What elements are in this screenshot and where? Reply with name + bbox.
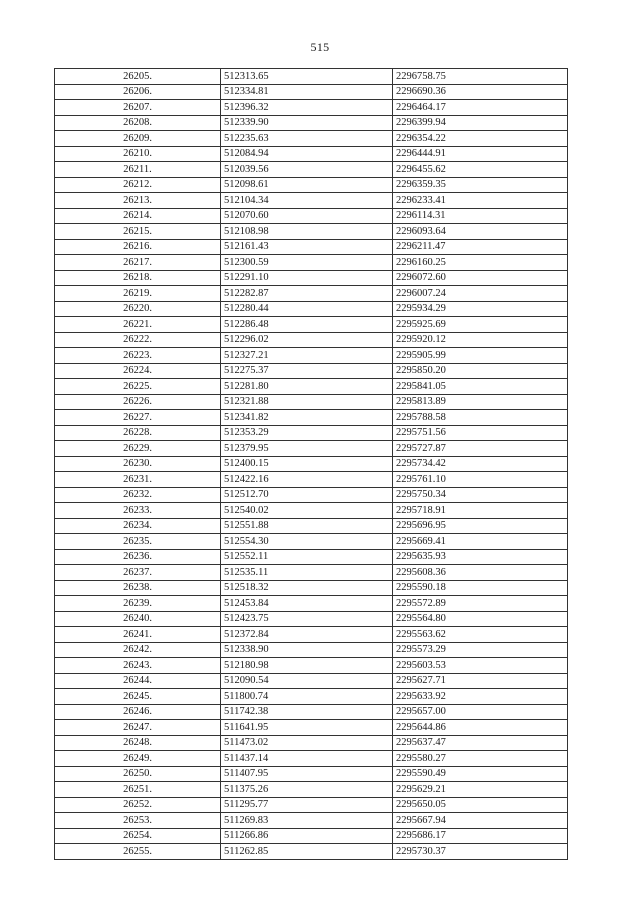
table-row — [55, 146, 568, 162]
coordinate-table — [54, 68, 568, 860]
easting-cell: 512353.29 — [221, 425, 393, 441]
table-row — [55, 534, 568, 550]
table-row — [55, 766, 568, 782]
table-row — [55, 518, 568, 534]
table-row — [55, 720, 568, 736]
point-id-cell: 26218. — [55, 270, 221, 286]
easting-cell: 512291.10 — [221, 270, 393, 286]
northing-cell: 2296354.22 — [393, 131, 568, 147]
point-id-cell: 26234. — [55, 518, 221, 534]
easting-cell: 511375.26 — [221, 782, 393, 798]
point-id-cell: 26240. — [55, 611, 221, 627]
easting-cell: 511295.77 — [221, 797, 393, 813]
easting-cell: 512551.88 — [221, 518, 393, 534]
point-id-cell: 26237. — [55, 565, 221, 581]
northing-cell: 2295934.29 — [393, 301, 568, 317]
table-row — [55, 565, 568, 581]
table-row — [55, 782, 568, 798]
table-row — [55, 100, 568, 116]
table-row — [55, 208, 568, 224]
easting-cell: 512070.60 — [221, 208, 393, 224]
point-id-cell: 26252. — [55, 797, 221, 813]
easting-cell: 512180.98 — [221, 658, 393, 674]
point-id-cell: 26220. — [55, 301, 221, 317]
northing-cell: 2295573.29 — [393, 642, 568, 658]
easting-cell: 512334.81 — [221, 84, 393, 100]
northing-cell: 2295686.17 — [393, 828, 568, 844]
easting-cell: 512275.37 — [221, 363, 393, 379]
table-row — [55, 658, 568, 674]
point-id-cell: 26216. — [55, 239, 221, 255]
easting-cell: 511473.02 — [221, 735, 393, 751]
northing-cell: 2295637.47 — [393, 735, 568, 751]
easting-cell: 512512.70 — [221, 487, 393, 503]
easting-cell: 512535.11 — [221, 565, 393, 581]
northing-cell: 2295590.18 — [393, 580, 568, 596]
table-row — [55, 596, 568, 612]
easting-cell: 511641.95 — [221, 720, 393, 736]
table-row — [55, 239, 568, 255]
table-row — [55, 844, 568, 860]
table-body — [55, 69, 568, 860]
point-id-cell: 26229. — [55, 441, 221, 457]
point-id-cell: 26248. — [55, 735, 221, 751]
easting-cell: 512161.43 — [221, 239, 393, 255]
point-id-cell: 26243. — [55, 658, 221, 674]
northing-cell: 2295920.12 — [393, 332, 568, 348]
table-row — [55, 348, 568, 364]
table-row — [55, 642, 568, 658]
point-id-cell: 26254. — [55, 828, 221, 844]
table-row — [55, 317, 568, 333]
easting-cell: 512400.15 — [221, 456, 393, 472]
northing-cell: 2296007.24 — [393, 286, 568, 302]
table-row — [55, 131, 568, 147]
easting-cell: 512282.87 — [221, 286, 393, 302]
northing-cell: 2295650.05 — [393, 797, 568, 813]
northing-cell: 2295734.42 — [393, 456, 568, 472]
table-row — [55, 425, 568, 441]
point-id-cell: 26251. — [55, 782, 221, 798]
northing-cell: 2295635.93 — [393, 549, 568, 565]
point-id-cell: 26214. — [55, 208, 221, 224]
easting-cell: 512280.44 — [221, 301, 393, 317]
easting-cell: 511742.38 — [221, 704, 393, 720]
point-id-cell: 26206. — [55, 84, 221, 100]
easting-cell: 512108.98 — [221, 224, 393, 240]
easting-cell: 512321.88 — [221, 394, 393, 410]
easting-cell: 512327.21 — [221, 348, 393, 364]
northing-cell: 2295608.36 — [393, 565, 568, 581]
northing-cell: 2295603.53 — [393, 658, 568, 674]
northing-cell: 2295750.34 — [393, 487, 568, 503]
northing-cell: 2296211.47 — [393, 239, 568, 255]
table-row — [55, 828, 568, 844]
easting-cell: 512039.56 — [221, 162, 393, 178]
northing-cell: 2295590.49 — [393, 766, 568, 782]
northing-cell: 2296464.17 — [393, 100, 568, 116]
easting-cell: 512235.63 — [221, 131, 393, 147]
easting-cell: 512372.84 — [221, 627, 393, 643]
northing-cell: 2296093.64 — [393, 224, 568, 240]
northing-cell: 2295657.00 — [393, 704, 568, 720]
easting-cell: 512286.48 — [221, 317, 393, 333]
point-id-cell: 26222. — [55, 332, 221, 348]
easting-cell: 512341.82 — [221, 410, 393, 426]
table-row — [55, 162, 568, 178]
point-id-cell: 26255. — [55, 844, 221, 860]
easting-cell: 512540.02 — [221, 503, 393, 519]
easting-cell: 511262.85 — [221, 844, 393, 860]
table-row — [55, 363, 568, 379]
table-row — [55, 332, 568, 348]
table-row — [55, 797, 568, 813]
table-row — [55, 441, 568, 457]
point-id-cell: 26209. — [55, 131, 221, 147]
point-id-cell: 26228. — [55, 425, 221, 441]
northing-cell: 2296114.31 — [393, 208, 568, 224]
northing-cell: 2295627.71 — [393, 673, 568, 689]
table-row — [55, 115, 568, 131]
table-row — [55, 472, 568, 488]
easting-cell: 512379.95 — [221, 441, 393, 457]
easting-cell: 512296.02 — [221, 332, 393, 348]
northing-cell: 2296233.41 — [393, 193, 568, 209]
northing-cell: 2296072.60 — [393, 270, 568, 286]
point-id-cell: 26235. — [55, 534, 221, 550]
table-row — [55, 394, 568, 410]
table-row — [55, 704, 568, 720]
northing-cell: 2295730.37 — [393, 844, 568, 860]
table-row — [55, 487, 568, 503]
northing-cell: 2295925.69 — [393, 317, 568, 333]
point-id-cell: 26244. — [55, 673, 221, 689]
point-id-cell: 26241. — [55, 627, 221, 643]
point-id-cell: 26227. — [55, 410, 221, 426]
point-id-cell: 26236. — [55, 549, 221, 565]
point-id-cell: 26226. — [55, 394, 221, 410]
easting-cell: 512554.30 — [221, 534, 393, 550]
table-row — [55, 270, 568, 286]
table-row — [55, 549, 568, 565]
page-number: 515 — [310, 40, 330, 54]
easting-cell: 512300.59 — [221, 255, 393, 271]
point-id-cell: 26233. — [55, 503, 221, 519]
northing-cell: 2295850.20 — [393, 363, 568, 379]
point-id-cell: 26211. — [55, 162, 221, 178]
point-id-cell: 26224. — [55, 363, 221, 379]
point-id-cell: 26208. — [55, 115, 221, 131]
northing-cell: 2295696.95 — [393, 518, 568, 534]
northing-cell: 2296758.75 — [393, 69, 568, 85]
point-id-cell: 26215. — [55, 224, 221, 240]
northing-cell: 2295669.41 — [393, 534, 568, 550]
northing-cell: 2295751.56 — [393, 425, 568, 441]
easting-cell: 512453.84 — [221, 596, 393, 612]
point-id-cell: 26205. — [55, 69, 221, 85]
table-row — [55, 224, 568, 240]
point-id-cell: 26217. — [55, 255, 221, 271]
easting-cell: 511269.83 — [221, 813, 393, 829]
table-row — [55, 813, 568, 829]
table-row — [55, 286, 568, 302]
northing-cell: 2295667.94 — [393, 813, 568, 829]
point-id-cell: 26239. — [55, 596, 221, 612]
northing-cell: 2295564.80 — [393, 611, 568, 627]
easting-cell: 511407.95 — [221, 766, 393, 782]
table-row — [55, 503, 568, 519]
point-id-cell: 26238. — [55, 580, 221, 596]
point-id-cell: 26249. — [55, 751, 221, 767]
table-row — [55, 580, 568, 596]
northing-cell: 2295563.62 — [393, 627, 568, 643]
table-row — [55, 627, 568, 643]
table-row — [55, 69, 568, 85]
northing-cell: 2296455.62 — [393, 162, 568, 178]
northing-cell: 2296444.91 — [393, 146, 568, 162]
point-id-cell: 26231. — [55, 472, 221, 488]
northing-cell: 2295718.91 — [393, 503, 568, 519]
table-row — [55, 410, 568, 426]
point-id-cell: 26230. — [55, 456, 221, 472]
northing-cell: 2295905.99 — [393, 348, 568, 364]
point-id-cell: 26221. — [55, 317, 221, 333]
point-id-cell: 26223. — [55, 348, 221, 364]
easting-cell: 511437.14 — [221, 751, 393, 767]
easting-cell: 511800.74 — [221, 689, 393, 705]
table-row — [55, 456, 568, 472]
easting-cell: 512422.16 — [221, 472, 393, 488]
point-id-cell: 26212. — [55, 177, 221, 193]
table-row — [55, 177, 568, 193]
table-row — [55, 735, 568, 751]
point-id-cell: 26242. — [55, 642, 221, 658]
table-row — [55, 379, 568, 395]
northing-cell: 2296359.35 — [393, 177, 568, 193]
point-id-cell: 26207. — [55, 100, 221, 116]
northing-cell: 2295629.21 — [393, 782, 568, 798]
easting-cell: 512313.65 — [221, 69, 393, 85]
easting-cell: 512396.32 — [221, 100, 393, 116]
point-id-cell: 26246. — [55, 704, 221, 720]
northing-cell: 2296399.94 — [393, 115, 568, 131]
easting-cell: 512423.75 — [221, 611, 393, 627]
point-id-cell: 26210. — [55, 146, 221, 162]
table-row — [55, 301, 568, 317]
easting-cell: 512518.32 — [221, 580, 393, 596]
point-id-cell: 26225. — [55, 379, 221, 395]
northing-cell: 2296160.25 — [393, 255, 568, 271]
easting-cell: 511266.86 — [221, 828, 393, 844]
point-id-cell: 26247. — [55, 720, 221, 736]
easting-cell: 512098.61 — [221, 177, 393, 193]
easting-cell: 512090.54 — [221, 673, 393, 689]
easting-cell: 512338.90 — [221, 642, 393, 658]
northing-cell: 2295841.05 — [393, 379, 568, 395]
point-id-cell: 26253. — [55, 813, 221, 829]
point-id-cell: 26219. — [55, 286, 221, 302]
easting-cell: 512104.34 — [221, 193, 393, 209]
northing-cell: 2295813.89 — [393, 394, 568, 410]
northing-cell: 2295788.58 — [393, 410, 568, 426]
table-row — [55, 751, 568, 767]
table-row — [55, 193, 568, 209]
northing-cell: 2295580.27 — [393, 751, 568, 767]
point-id-cell: 26213. — [55, 193, 221, 209]
northing-cell: 2295727.87 — [393, 441, 568, 457]
northing-cell: 2295644.86 — [393, 720, 568, 736]
easting-cell: 512552.11 — [221, 549, 393, 565]
northing-cell: 2296690.36 — [393, 84, 568, 100]
northing-cell: 2295633.92 — [393, 689, 568, 705]
table-row — [55, 689, 568, 705]
point-id-cell: 26250. — [55, 766, 221, 782]
point-id-cell: 26232. — [55, 487, 221, 503]
northing-cell: 2295761.10 — [393, 472, 568, 488]
point-id-cell: 26245. — [55, 689, 221, 705]
table-row — [55, 673, 568, 689]
easting-cell: 512339.90 — [221, 115, 393, 131]
table-row — [55, 84, 568, 100]
table-row — [55, 611, 568, 627]
easting-cell: 512084.94 — [221, 146, 393, 162]
table-row — [55, 255, 568, 271]
northing-cell: 2295572.89 — [393, 596, 568, 612]
easting-cell: 512281.80 — [221, 379, 393, 395]
